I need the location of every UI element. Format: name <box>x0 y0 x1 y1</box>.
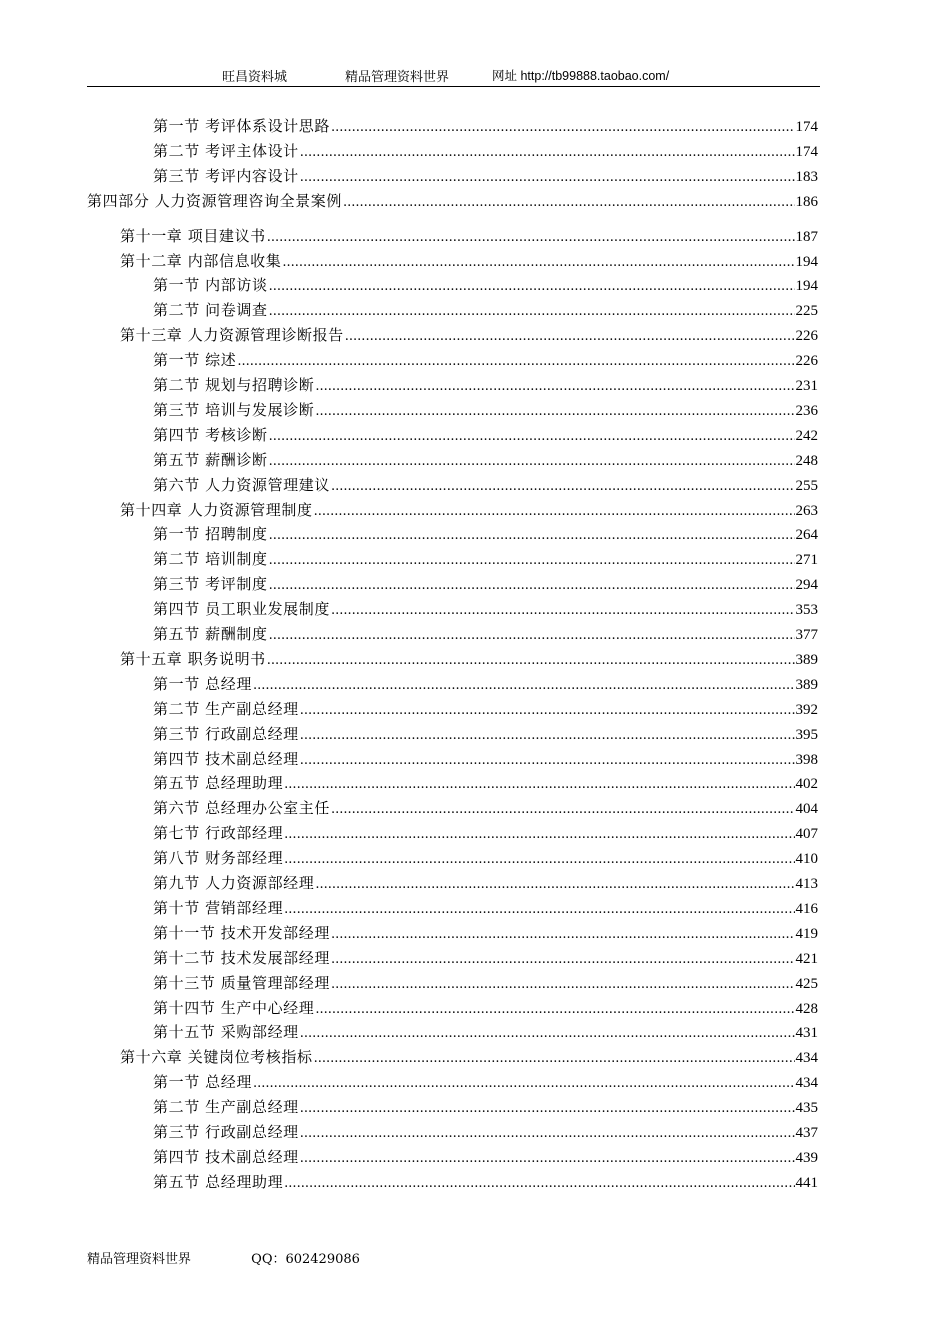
toc-dot-leader <box>253 1072 795 1096</box>
toc-section-entry[interactable] <box>153 547 818 571</box>
toc-page-number: 421 <box>795 950 818 967</box>
toc-page-number: 407 <box>795 826 818 843</box>
toc-section-entry[interactable] <box>153 348 818 372</box>
toc-entry-title: 第二节 规划与招聘诊断 <box>153 376 315 394</box>
toc-entry-title: 第十六章 关键岗位考核指标 <box>120 1048 313 1067</box>
toc-section-entry[interactable] <box>153 572 818 596</box>
toc-page-number: 236 <box>795 402 818 419</box>
toc-page-number: 389 <box>795 676 818 693</box>
toc-chapter-entry[interactable] <box>120 249 818 273</box>
toc-entry-title: 第四部分 人力资源管理咨询全景案例 <box>87 191 342 210</box>
toc-dot-leader <box>284 1172 794 1196</box>
toc-entry-title: 第二节 考评主体设计 <box>153 141 299 160</box>
toc-entry-title: 第十节 营销部经理 <box>153 898 284 917</box>
footer-site-name: 精品管理资料世界 <box>87 1252 192 1267</box>
toc-dot-leader <box>267 649 795 673</box>
toc-section-entry[interactable] <box>153 971 818 995</box>
toc-page-number: 264 <box>795 527 818 544</box>
toc-section-entry[interactable] <box>153 423 818 447</box>
toc-page-number: 187 <box>795 228 818 245</box>
toc-dot-leader <box>253 674 795 698</box>
toc-page-number: 231 <box>795 378 818 394</box>
toc-section-entry[interactable] <box>153 821 818 845</box>
toc-entry-title: 第六节 人力资源管理建议 <box>153 475 330 494</box>
toc-entry-title: 第十二节 技术发展部经理 <box>153 948 330 967</box>
toc-page-number: 377 <box>795 627 818 643</box>
toc-dot-leader <box>237 350 794 374</box>
toc-page-number: 174 <box>795 143 818 160</box>
header-shop-name: 旺昌资料城 <box>222 70 288 85</box>
toc-page-number: 434 <box>795 1075 818 1092</box>
toc-dot-leader <box>300 1022 795 1046</box>
toc-dot-leader <box>269 450 795 474</box>
toc-dot-leader <box>331 948 795 972</box>
toc-dot-leader <box>315 873 794 897</box>
toc-page-number: 428 <box>795 1000 818 1017</box>
toc-section-entry[interactable] <box>153 871 818 895</box>
toc-page-number: 225 <box>795 303 818 320</box>
toc-page-number: 255 <box>795 477 818 494</box>
toc-entry-title: 第五节 总经理助理 <box>153 1172 284 1191</box>
toc-dot-leader <box>300 1122 795 1146</box>
toc-dot-leader <box>331 973 795 997</box>
toc-entry-title: 第五节 薪酬诊断 <box>153 450 268 469</box>
header-divider <box>87 86 820 87</box>
toc-dot-leader <box>345 325 795 349</box>
toc-dot-leader <box>300 166 795 190</box>
toc-entry-title: 第十五章 职务说明书 <box>120 649 266 668</box>
toc-dot-leader <box>331 475 795 499</box>
toc-section-entry[interactable] <box>153 473 818 497</box>
toc-entry-title: 第三节 行政副总经理 <box>153 724 299 743</box>
toc-entry-title: 第四节 技术副总经理 <box>153 1147 299 1166</box>
toc-dot-leader <box>300 749 795 773</box>
toc-entry-title: 第十五节 采购部经理 <box>153 1023 299 1042</box>
page-header <box>0 66 950 86</box>
toc-dot-leader <box>284 848 794 872</box>
toc-dot-leader <box>267 226 795 250</box>
toc-part-entry[interactable] <box>87 189 818 213</box>
toc-page-number: 395 <box>795 726 818 743</box>
toc-entry-title: 第十四节 生产中心经理 <box>153 998 315 1017</box>
toc-section-entry[interactable] <box>153 398 818 422</box>
toc-page-number: 194 <box>795 278 818 295</box>
toc-entry-title: 第十一节 技术开发部经理 <box>153 923 330 942</box>
toc-page-number: 248 <box>795 452 818 469</box>
toc-page-number: 271 <box>795 552 818 569</box>
toc-section-entry[interactable] <box>153 722 818 746</box>
toc-chapter-entry[interactable] <box>120 1045 818 1069</box>
toc-page-number: 294 <box>795 577 818 594</box>
toc-entry-title: 第十二章 内部信息收集 <box>120 251 282 270</box>
toc-section-entry[interactable] <box>153 622 818 646</box>
toc-section-entry[interactable] <box>153 996 818 1020</box>
toc-section-entry[interactable] <box>153 448 818 472</box>
page-footer <box>87 1248 416 1267</box>
toc-section-entry[interactable] <box>153 672 818 696</box>
toc-section-entry[interactable] <box>153 921 818 945</box>
toc-section-entry[interactable] <box>153 747 818 771</box>
toc-entry-title: 第九节 人力资源部经理 <box>153 874 315 892</box>
toc-entry-title: 第一节 考评体系设计思路 <box>153 117 330 135</box>
toc-page-number: 226 <box>795 328 818 345</box>
toc-dot-leader <box>284 773 794 797</box>
toc-page-number: 183 <box>795 168 818 185</box>
toc-section-entry[interactable] <box>153 597 818 621</box>
toc-entry-title: 第二节 问卷调查 <box>153 301 268 320</box>
toc-section-entry[interactable] <box>153 846 818 870</box>
toc-dot-leader <box>300 724 795 748</box>
toc-entry-title: 第十一章 项目建议书 <box>120 226 266 245</box>
toc-dot-leader <box>284 898 794 922</box>
toc-entry-title: 第十四章 人力资源管理制度 <box>120 500 313 519</box>
toc-entry-title: 第一节 总经理 <box>153 674 252 693</box>
header-url: 网址 http://tb99888.taobao.com/ <box>492 69 670 83</box>
toc-entry-title: 第一节 内部访谈 <box>153 276 268 295</box>
toc-page-number: 435 <box>795 1100 818 1117</box>
toc-page-number: 392 <box>795 701 818 718</box>
toc-page-number: 263 <box>795 502 818 519</box>
toc-entry-title: 第十三章 人力资源管理诊断报告 <box>120 326 344 345</box>
toc-section-entry[interactable] <box>153 522 818 546</box>
toc-page-number: 186 <box>795 193 818 210</box>
toc-chapter-entry[interactable] <box>120 323 818 347</box>
toc-entry-title: 第二节 生产副总经理 <box>153 1098 299 1117</box>
toc-dot-leader <box>343 191 795 215</box>
toc-section-entry[interactable] <box>153 164 818 188</box>
toc-entry-title: 第五节 总经理助理 <box>153 774 284 793</box>
footer-qq: QQ：602429086 <box>251 1252 360 1267</box>
header-site-name: 精品管理资料世界 <box>345 70 450 85</box>
toc-page-number: 226 <box>795 353 818 370</box>
toc-page-number: 434 <box>795 1050 818 1067</box>
toc-section-entry[interactable] <box>153 697 818 721</box>
toc-page-number: 439 <box>795 1149 818 1166</box>
toc-section-entry[interactable] <box>153 771 818 795</box>
toc-dot-leader <box>331 923 795 947</box>
toc-dot-leader <box>331 798 795 822</box>
toc-page-number: 441 <box>795 1174 818 1191</box>
toc-entry-title: 第一节 综述 <box>153 351 237 370</box>
toc-dot-leader <box>269 549 795 573</box>
toc-entry-title: 第一节 总经理 <box>153 1073 252 1092</box>
toc-dot-leader <box>269 425 795 449</box>
toc-section-entry[interactable] <box>153 1145 818 1169</box>
toc-chapter-entry[interactable] <box>120 498 818 522</box>
toc-section-entry[interactable] <box>153 1120 818 1144</box>
toc-section-entry[interactable] <box>153 1170 818 1194</box>
toc-entry-title: 第三节 行政副总经理 <box>153 1123 299 1141</box>
toc-page-number: 398 <box>795 751 818 768</box>
toc-entry-title: 第七节 行政部经理 <box>153 824 284 843</box>
toc-section-entry[interactable] <box>153 114 818 138</box>
toc-dot-leader <box>331 599 795 623</box>
toc-dot-leader <box>300 1097 795 1121</box>
toc-dot-leader <box>300 699 795 723</box>
toc-dot-leader <box>314 500 795 524</box>
toc-section-entry[interactable] <box>153 896 818 920</box>
toc-entry-title: 第二节 培训制度 <box>153 550 268 569</box>
toc-page-number: 389 <box>795 651 818 668</box>
toc-page-number: 353 <box>795 602 818 619</box>
toc-section-entry[interactable] <box>153 1070 818 1094</box>
toc-entry-title: 第四节 技术副总经理 <box>153 749 299 768</box>
toc-entry-title: 第四节 员工职业发展制度 <box>153 600 330 619</box>
toc-page-number: 425 <box>795 975 818 992</box>
toc-section-entry[interactable] <box>153 1020 818 1044</box>
toc-dot-leader <box>269 624 795 648</box>
toc-dot-leader <box>300 1147 795 1171</box>
toc-page-number: 416 <box>795 900 818 917</box>
toc-entry-title: 第三节 考评内容设计 <box>153 166 299 185</box>
toc-chapter-entry[interactable] <box>120 224 818 248</box>
toc-page-number: 413 <box>795 876 818 892</box>
toc-page-number: 242 <box>795 427 818 444</box>
toc-dot-leader <box>269 524 795 548</box>
toc-entry-title: 第六节 总经理办公室主任 <box>153 799 330 818</box>
toc-section-entry[interactable] <box>153 373 818 397</box>
toc-section-entry[interactable] <box>153 1095 818 1119</box>
toc-entry-title: 第八节 财务部经理 <box>153 849 284 868</box>
toc-dot-leader <box>282 251 794 275</box>
toc-page-number: 419 <box>795 925 818 942</box>
toc-chapter-entry[interactable] <box>120 647 818 671</box>
toc-page-number: 194 <box>795 253 818 270</box>
toc-dot-leader <box>300 141 795 165</box>
toc-section-entry[interactable] <box>153 273 818 297</box>
toc-dot-leader <box>284 823 794 847</box>
toc-entry-title: 第十三节 质量管理部经理 <box>153 973 330 992</box>
toc-entry-title: 第三节 培训与发展诊断 <box>153 400 315 419</box>
toc-page-number: 404 <box>795 801 818 818</box>
toc-entry-title: 第二节 生产副总经理 <box>153 699 299 718</box>
toc-section-entry[interactable] <box>153 139 818 163</box>
toc-page-number: 431 <box>795 1025 818 1042</box>
toc-dot-leader <box>314 1047 795 1071</box>
toc-page-number: 402 <box>795 776 818 793</box>
toc-dot-leader <box>269 275 795 299</box>
toc-dot-leader <box>331 116 795 140</box>
toc-page-number: 437 <box>795 1125 818 1141</box>
toc-dot-leader <box>315 400 794 424</box>
toc-section-entry[interactable] <box>153 946 818 970</box>
toc-section-entry[interactable] <box>153 298 818 322</box>
toc-page-number: 174 <box>795 119 818 135</box>
toc-dot-leader <box>315 998 794 1022</box>
toc-page-number: 410 <box>795 851 818 868</box>
toc-entry-title: 第三节 考评制度 <box>153 575 268 594</box>
toc-section-entry[interactable] <box>153 796 818 820</box>
toc-dot-leader <box>315 375 794 399</box>
toc-dot-leader <box>269 300 795 324</box>
toc-entry-title: 第一节 招聘制度 <box>153 525 268 544</box>
toc-entry-title: 第四节 考核诊断 <box>153 425 268 444</box>
toc-entry-title: 第五节 薪酬制度 <box>153 625 268 643</box>
toc-dot-leader <box>269 574 795 598</box>
